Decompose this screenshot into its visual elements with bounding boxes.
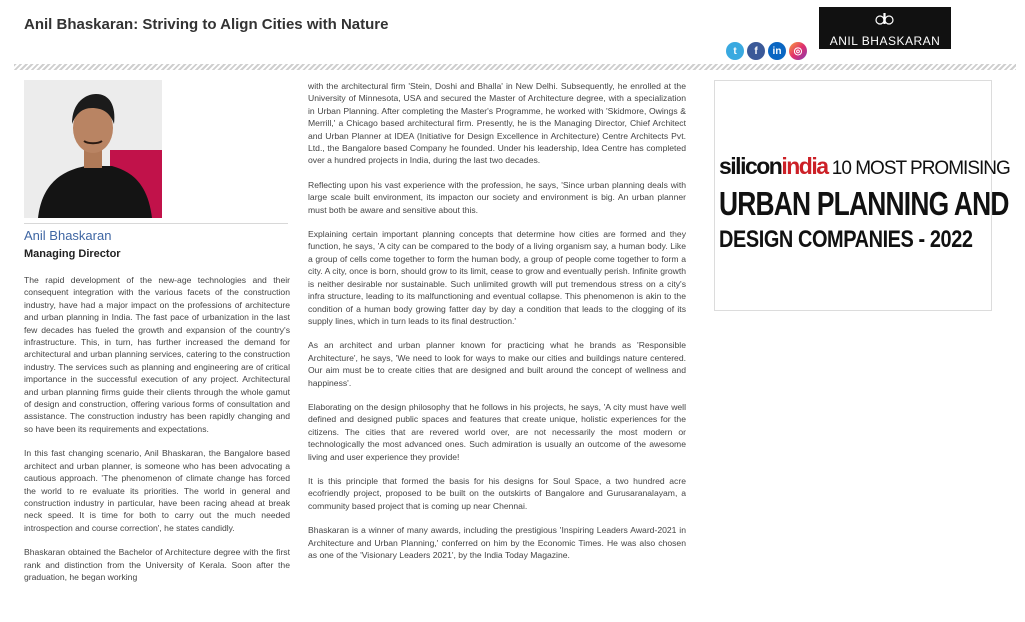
article-paragraph: Explaining certain important planning concepts that determine how cities are formed and they function, he says, 'A city can be compared to the body of a living organism say, a human body. Like a group of cells come together to form the human body, a group of people come together to form a city. A city, once is born, should grow to its limit, cease to grow and eventually perish. Infinite growth is neither desirable nor sustainable. Such unlimited growth will put tremendous stress on a city's infra structure, leading to its malfunctioning and eventual collapse. This phenomenon is akin to the condition of a human body growing fatter day by day a condition that leads to the clogging of its supply lines, which in turn leads to its final destruction.'	[308, 229, 686, 326]
logo-name: ANIL BHASKARAN	[829, 34, 941, 48]
siliconindia-logo	[719, 153, 828, 179]
instagram-icon[interactable]: ◎	[789, 42, 807, 60]
article-paragraph: with the architectural firm 'Stein, Doshi and Bhalla' in New Delhi. Subsequently, he enrolled at the University of Minnesota, USA and secured the Master of Architecture degree, with a specialization in Urban Planning. After completing the Master's Programme, he worked with 'Skidmore, Owings & Merrill,' a Chicago based architectural firm. Presently, he is the Managing Director, Chief Architect and Urban Planner at IDEA (Initiative for Design Excellence in Architecture) Centre Architects Pvt. Ltd., the Bangalore based Company he founded. Under his leadership, Idea Centre has completed over a hundred projects in India, during the last two decades.	[308, 81, 686, 166]
article-paragraph: As an architect and urban planner known for practicing what he brands as 'Responsible Architecture', he says, 'We need to look for ways to make our cities and buildings nature centered. Our aim must be to create cities that are designed and built around the concept of wellness and happiness'.	[308, 340, 686, 388]
article-paragraph: The rapid development of the new-age technologies and their consequent integration with the various facets of the construction industry, have had a major impact on the professions of architecture and urban planning in India. The fast pace of urbanization in the last few decades has fueled the growth and expansion of the country's infrastructure. This, in turn, has further increased the demand for architectural and urban planning services, catering to the construction industry. The services such as planning and engineering are of critical importance in the successful execution of any project. Architectural and urban planning firms guide their clients through the whole gamut of design and construction, offering various forms of consultation and assistance. The construction industry has been rapidly changing and so have been its requirements and expectations.	[24, 275, 290, 434]
article-paragraph: Bhaskaran obtained the Bachelor of Architecture degree with the first rank and distinction from the University of Kerala. Soon after the graduation, he began working	[24, 547, 290, 582]
profile-role: Managing Director	[24, 248, 121, 260]
profile-name: Anil Bhaskaran	[24, 228, 112, 243]
article-column-left	[24, 274, 290, 595]
twitter-icon[interactable]: t	[726, 42, 744, 60]
award-line-2: URBAN PLANNING AND	[719, 185, 1009, 222]
page-title: Anil Bhaskaran: Striving to Align Cities with Nature	[24, 16, 389, 33]
award-banner[interactable]	[714, 80, 1010, 311]
brand-logo[interactable]	[819, 7, 951, 49]
article-paragraph: In this fast changing scenario, Anil Bhaskaran, the Bangalore based architect and urban planner, is someone who has been advocating a cautious approach. 'The phenomenon of climate change has forced the world to re evaluate its priorities. The world in general and construction industry in particular, have been racing ahead at break neck speed. It is time for both to carry out the much needed introspection and course correction', he states candidly.	[24, 448, 290, 533]
article-paragraph: It is this principle that formed the basis for his designs for Soul Space, a two hundred acre ecofriendly project, proposed to be built on the outskirts of Bangalore and Gurusaranalayam, a community based project that is coming up near Chennai.	[308, 475, 686, 511]
award-line-1-rest: 10 MOST PROMISING	[827, 158, 1010, 179]
profile-photo	[24, 80, 162, 218]
article-paragraph: Elaborating on the design philosophy that he follows in his projects, he says, 'A city must have well defined and designed public spaces and features that create unique, holistic experiences for the citizens. The cities that are revered world over, are not necessarily the most modern or technologically the most advanced ones. Such admiration is usually an outcome of the awesome living and user experience they provide!	[308, 401, 686, 462]
brand-part-2: india	[781, 153, 828, 179]
social-links	[726, 42, 807, 60]
header-divider	[14, 64, 1016, 70]
article-paragraph: Bhaskaran is a winner of many awards, including the prestigious 'Inspiring Leaders Award-2021 in Architecture and Urban Planning,' conferred on him by the Economic Times. He was also chosen as one of the 'Visionary Leaders 2021', by the India Today Magazine.	[308, 525, 686, 560]
linkedin-icon[interactable]: in	[768, 42, 786, 60]
brand-part-1: silicon	[719, 153, 782, 179]
article-column-right	[308, 80, 686, 573]
award-line-1	[719, 153, 1010, 180]
logo-mark-icon	[819, 11, 951, 30]
sidebar-divider	[24, 223, 288, 224]
article-paragraph: Reflecting upon his vast experience with the profession, he says, 'Since urban planning deals with large scale built environment, its impacton our society and environment is big. An urban planner must both be aware and sensitive about this.	[308, 179, 686, 215]
award-line-3: DESIGN COMPANIES - 2022	[719, 226, 973, 253]
facebook-icon[interactable]: f	[747, 42, 765, 60]
